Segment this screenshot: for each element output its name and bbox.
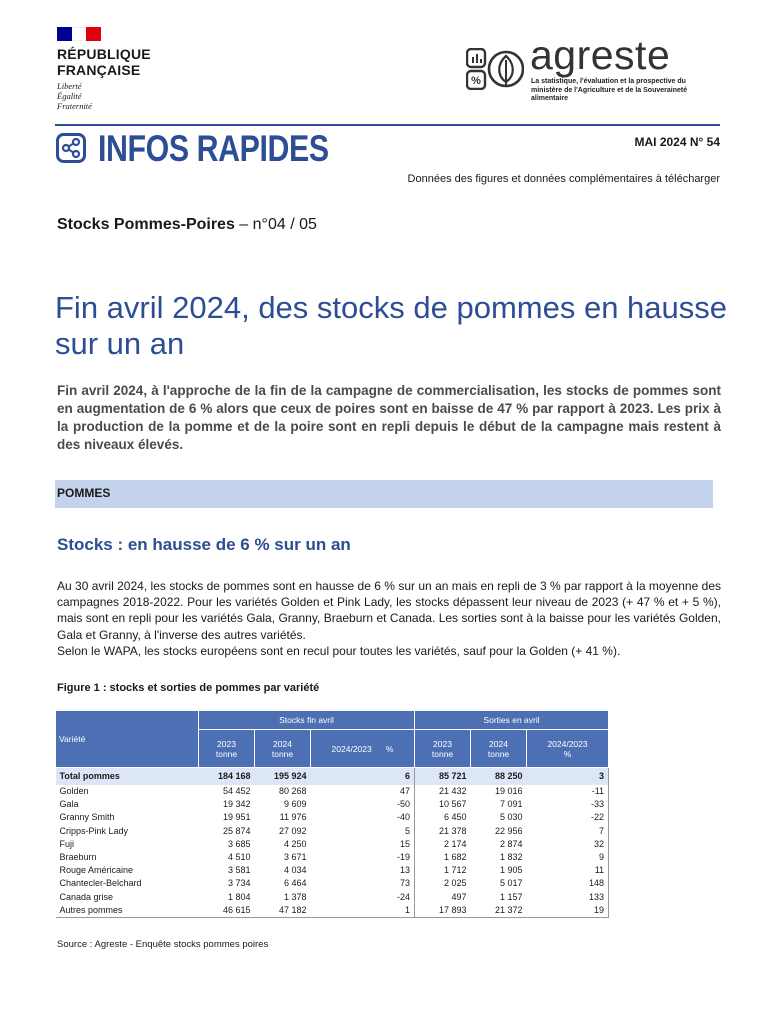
cell-s23: 46 615: [199, 904, 255, 918]
cell-o23: 10 567: [438, 799, 467, 810]
cell-o23: 21 378: [438, 825, 467, 836]
body-paragraph-2: Selon le WAPA, les stocks européens sont en recul pour toutes les variétés, sauf pour la Golden (+ 41 %).: [57, 643, 621, 658]
agreste-tagline-1: La statistique, l'évaluation et la prospective du: [531, 78, 686, 85]
rf-motto: [57, 81, 92, 111]
cell-name: Cripps-Pink Lady: [59, 825, 129, 836]
cell-ov: -11: [527, 785, 609, 798]
cell-s24: 1 378: [283, 891, 307, 902]
cell-ov: 148: [527, 877, 609, 890]
table-row: [56, 838, 609, 851]
page-headline: Fin avril 2024, des stocks de pommes en hausse sur un an: [55, 290, 728, 361]
cell-o23: 17 893: [415, 904, 471, 918]
cell-s23: 19 342: [222, 799, 251, 810]
cell-o24: 1 832: [499, 852, 523, 863]
cell-o23: 2 025: [443, 878, 467, 889]
cell-s24: 6 464: [283, 878, 307, 889]
motto-fraternite: Fraternité: [57, 101, 92, 111]
cell-s24: 3 671: [283, 852, 307, 863]
motto-liberte: Liberté: [57, 81, 82, 91]
cell-o23: 1 682: [443, 852, 467, 863]
section-label: POMMES: [57, 486, 111, 500]
cell-s23: 3 734: [227, 878, 251, 889]
header-rule: [55, 124, 720, 126]
issue-number: MAI 2024 N° 54: [634, 135, 720, 149]
table-row: [56, 864, 609, 877]
rf-flag: [57, 27, 101, 41]
cell-name: Fuji: [59, 838, 75, 849]
cell-o23: 497: [451, 891, 467, 902]
header-stocks-ratio: 2024/2023 %: [311, 730, 415, 768]
cell-ov: 9: [527, 851, 609, 864]
table-row: [56, 825, 609, 838]
cell-s24: 80 268: [278, 786, 307, 796]
cell-ov: -22: [527, 811, 609, 824]
cell-o23: 2 174: [443, 838, 467, 849]
cell-o24: 5 030: [499, 812, 523, 823]
download-link[interactable]: Données des figures et données complémentaires à télécharger: [407, 173, 720, 185]
cell-o23: 1 712: [443, 865, 467, 876]
cell-s23: 19 951: [222, 812, 251, 823]
cell-o24: 1 157: [499, 891, 523, 902]
cell-s24: 11 976: [279, 812, 307, 823]
cell-name: Total pommes: [56, 768, 199, 786]
share-network-icon: [56, 133, 86, 163]
cell-name: Chantecler-Belchard: [59, 878, 142, 889]
agreste-tagline: [531, 78, 711, 104]
cell-s23: 4 510: [227, 852, 251, 863]
section-band: [55, 480, 713, 508]
infos-rapides-title: INFOS RAPIDES: [98, 128, 329, 169]
cell-name: Autres pommes: [56, 904, 199, 918]
cell-o24: 88 250: [471, 768, 527, 786]
cell-sv: 73: [311, 877, 415, 890]
table-row: [56, 904, 609, 918]
agreste-wordmark: agreste: [530, 32, 671, 78]
agreste-tagline-2: ministère de l'Agriculture et de la Souveraineté alimentaire: [531, 86, 688, 102]
cell-o24: 2 874: [499, 838, 523, 849]
cell-name: Golden: [59, 786, 89, 796]
header-sorties-ratio: 2024/2023 %: [527, 730, 609, 768]
header-sorties-2023: 2023 tonne: [415, 730, 471, 768]
header-sorties-2024: 2024 tonne: [471, 730, 527, 768]
subheading: Stocks : en hausse de 6 % sur un an: [57, 535, 351, 554]
cell-s23: 1 804: [227, 891, 251, 902]
cell-name: Granny Smith: [59, 812, 115, 823]
table-row: [56, 811, 609, 824]
cell-s23: 184 168: [199, 768, 255, 786]
motto-egalite: Égalité: [57, 91, 82, 101]
lead-paragraph: Fin avril 2024, à l'approche de la fin de la campagne de commercialisation, les stocks de pommes sont en augmentation de 6 % alors que ceux de poires sont en baisse de 47 % par rapport à 2023. Les prix à la production de la pomme et de la poire sont en repli depuis le début de la campagne mais restent à des niveaux élevés.: [57, 383, 721, 452]
cell-s24: 27 092: [278, 825, 307, 836]
rf-name: [57, 46, 151, 78]
series-name: Stocks Pommes-Poires: [57, 216, 235, 233]
table-row: [56, 877, 609, 890]
cell-ov: 19: [527, 904, 609, 918]
cell-s24: 47 182: [255, 904, 311, 918]
table-row: [56, 785, 609, 798]
cell-sv: -40: [311, 811, 415, 824]
cell-ov: 3: [527, 768, 609, 786]
cell-sv: -50: [311, 798, 415, 811]
cell-o24: 1 905: [499, 865, 523, 876]
cell-ov: 32: [527, 838, 609, 851]
svg-text:%: %: [471, 75, 481, 87]
cell-o23: 21 432: [438, 786, 467, 796]
cell-o23: 6 450: [443, 812, 467, 823]
cell-s24: 4 034: [283, 865, 307, 876]
cell-sv: 15: [311, 838, 415, 851]
cell-sv: 5: [311, 825, 415, 838]
cell-s23: 3 685: [227, 838, 251, 849]
rf-line2: FRANÇAISE: [57, 62, 141, 78]
cell-s24: 195 924: [255, 768, 311, 786]
header-sorties: Sorties en avril: [415, 711, 609, 730]
cell-sv: 6: [311, 768, 415, 786]
series-title: [57, 216, 317, 234]
cell-o24: 22 956: [494, 825, 523, 836]
cell-ov: 7: [527, 825, 609, 838]
table-row: [56, 768, 609, 786]
cell-s23: 54 452: [222, 786, 251, 796]
cell-o24: 7 091: [499, 799, 523, 810]
cell-o23: 85 721: [415, 768, 471, 786]
header-stocks: Stocks fin avril: [199, 711, 415, 730]
rf-line1: RÉPUBLIQUE: [57, 46, 151, 62]
cell-o24: 21 372: [471, 904, 527, 918]
table-row: [56, 891, 609, 904]
cell-name: Rouge Américaine: [59, 865, 134, 876]
header-stocks-2024: 2024 tonne: [255, 730, 311, 768]
cell-s23: 25 874: [222, 825, 251, 836]
body-text: [57, 578, 721, 659]
agreste-logo-icon: [466, 48, 524, 90]
cell-sv: 47: [311, 785, 415, 798]
series-number: – n°04 / 05: [234, 216, 317, 233]
cell-o24: 19 016: [494, 786, 523, 796]
cell-sv: 13: [311, 864, 415, 877]
cell-ov: -33: [527, 798, 609, 811]
cell-name: Braeburn: [59, 852, 97, 863]
cell-ov: 11: [527, 864, 609, 877]
cell-sv: -24: [311, 891, 415, 904]
cell-name: Canada grise: [59, 891, 114, 902]
cell-ov: 133: [527, 891, 609, 904]
body-paragraph-1: Au 30 avril 2024, les stocks de pommes sont en hausse de 6 % sur un an mais en repli de 3 % par rapport à la moyenne des campagnes 2018-2022. Pour les variétés Golden et Pink Lady, les stocks dépassent leur niveau de 2023 (+ 47 % et + 5 %), mais sont en repli pour les variétés Gala, Granny, Braeburn et Canada. Les sorties sont à la baisse pour les variétés Golden, Gala et Granny, à l'inverse des autres variétés.: [57, 579, 721, 642]
cell-s23: 3 581: [227, 865, 251, 876]
header-variety: Variété: [56, 711, 199, 768]
table-row: [56, 851, 609, 864]
header-stocks-2023: 2023 tonne: [199, 730, 255, 768]
stocks-table: [55, 710, 609, 918]
figure-title: Figure 1 : stocks et sorties de pommes par variété: [57, 682, 320, 694]
table-row: [56, 798, 609, 811]
cell-sv: 1: [311, 904, 415, 918]
cell-s24: 4 250: [283, 838, 307, 849]
source-note: Source : Agreste - Enquête stocks pommes poires: [57, 939, 269, 950]
cell-s24: 9 609: [283, 799, 307, 810]
cell-o24: 5 017: [499, 878, 523, 889]
cell-name: Gala: [59, 799, 79, 810]
cell-sv: -19: [311, 851, 415, 864]
